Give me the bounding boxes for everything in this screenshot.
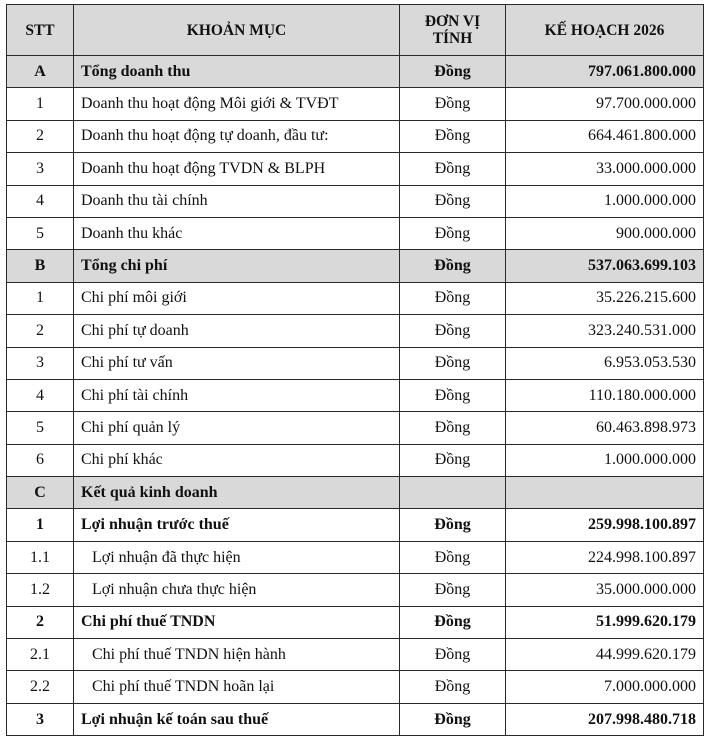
row-value: 537.063.699.103	[506, 250, 704, 282]
table-row	[7, 315, 704, 347]
row-item: Tổng doanh thu	[74, 56, 400, 88]
row-value: 797.061.800.000	[506, 56, 704, 88]
row-value: 1.000.000.000	[506, 444, 704, 476]
row-item: Chi phí khác	[74, 444, 400, 476]
row-stt: 6	[7, 444, 74, 476]
row-unit: Đồng	[400, 606, 506, 638]
table-row	[7, 477, 704, 509]
row-stt: C	[7, 477, 74, 509]
row-unit: Đồng	[400, 56, 506, 88]
row-stt: 3	[7, 703, 74, 735]
row-value: 207.998.480.718	[506, 703, 704, 735]
row-item: Doanh thu hoạt động Môi giới & TVĐT	[74, 88, 400, 120]
row-unit: Đồng	[400, 509, 506, 541]
row-stt: 2	[7, 315, 74, 347]
table-row	[7, 217, 704, 249]
row-item: Chi phí tài chính	[74, 379, 400, 411]
row-value: 259.998.100.897	[506, 509, 704, 541]
row-stt: 3	[7, 153, 74, 185]
row-item: Chi phí tự doanh	[74, 315, 400, 347]
row-unit: Đồng	[400, 88, 506, 120]
row-stt: 2	[7, 606, 74, 638]
row-unit: Đồng	[400, 444, 506, 476]
row-unit: Đồng	[400, 250, 506, 282]
row-value: 33.000.000.000	[506, 153, 704, 185]
table-row	[7, 541, 704, 573]
row-unit: Đồng	[400, 412, 506, 444]
row-unit: Đồng	[400, 153, 506, 185]
table-row	[7, 120, 704, 152]
row-unit: Đồng	[400, 347, 506, 379]
table-row	[7, 639, 704, 671]
row-stt: 1.1	[7, 541, 74, 573]
header-plan: KẾ HOẠCH 2026	[506, 5, 704, 56]
row-stt: B	[7, 250, 74, 282]
row-value: 35.226.215.600	[506, 282, 704, 314]
row-value: 1.000.000.000	[506, 185, 704, 217]
row-unit: Đồng	[400, 671, 506, 703]
row-stt: 1.2	[7, 574, 74, 606]
row-value: 7.000.000.000	[506, 671, 704, 703]
header-row	[7, 5, 704, 56]
row-value: 110.180.000.000	[506, 379, 704, 411]
row-stt: 2	[7, 120, 74, 152]
row-unit: Đồng	[400, 185, 506, 217]
header-unit: ĐƠN VỊ TÍNH	[400, 5, 506, 56]
header-item: KHOẢN MỤC	[74, 5, 400, 56]
business-plan-table	[6, 4, 704, 736]
table-row	[7, 509, 704, 541]
row-value: 323.240.531.000	[506, 315, 704, 347]
row-unit: Đồng	[400, 282, 506, 314]
table-row	[7, 606, 704, 638]
row-item: Lợi nhuận trước thuế	[74, 509, 400, 541]
row-item: Lợi nhuận đã thực hiện	[74, 541, 400, 573]
row-value: 60.463.898.973	[506, 412, 704, 444]
row-item: Doanh thu tài chính	[74, 185, 400, 217]
table-row	[7, 574, 704, 606]
row-item: Lợi nhuận chưa thực hiện	[74, 574, 400, 606]
row-stt: 1	[7, 282, 74, 314]
table-row	[7, 250, 704, 282]
row-item: Chi phí môi giới	[74, 282, 400, 314]
table-row	[7, 88, 704, 120]
row-stt: A	[7, 56, 74, 88]
row-item: Lợi nhuận kế toán sau thuế	[74, 703, 400, 735]
row-unit: Đồng	[400, 639, 506, 671]
table-row	[7, 282, 704, 314]
table-row	[7, 347, 704, 379]
header-stt: STT	[7, 5, 74, 56]
row-item: Chi phí tư vấn	[74, 347, 400, 379]
table-row	[7, 153, 704, 185]
row-item: Kết quả kinh doanh	[74, 477, 400, 509]
row-item: Doanh thu hoạt động TVDN & BLPH	[74, 153, 400, 185]
row-item: Chi phí quản lý	[74, 412, 400, 444]
row-value	[506, 477, 704, 509]
row-stt: 1	[7, 509, 74, 541]
row-unit: Đồng	[400, 379, 506, 411]
row-item: Chi phí thuế TNDN	[74, 606, 400, 638]
table-row	[7, 379, 704, 411]
row-stt: 4	[7, 379, 74, 411]
row-stt: 1	[7, 88, 74, 120]
row-value: 6.953.053.530	[506, 347, 704, 379]
row-value: 51.999.620.179	[506, 606, 704, 638]
table-row	[7, 412, 704, 444]
row-unit: Đồng	[400, 315, 506, 347]
row-unit: Đồng	[400, 120, 506, 152]
table-row	[7, 185, 704, 217]
row-item: Chi phí thuế TNDN hiện hành	[74, 639, 400, 671]
row-item: Doanh thu khác	[74, 217, 400, 249]
row-stt: 4	[7, 185, 74, 217]
row-value: 97.700.000.000	[506, 88, 704, 120]
table-row	[7, 703, 704, 735]
row-stt: 3	[7, 347, 74, 379]
table-row	[7, 671, 704, 703]
row-unit: Đồng	[400, 541, 506, 573]
row-item: Tổng chi phí	[74, 250, 400, 282]
row-value: 664.461.800.000	[506, 120, 704, 152]
row-value: 224.998.100.897	[506, 541, 704, 573]
row-item: Chi phí thuế TNDN hoãn lại	[74, 671, 400, 703]
row-stt: 5	[7, 412, 74, 444]
row-unit: Đồng	[400, 703, 506, 735]
row-unit	[400, 477, 506, 509]
row-stt: 5	[7, 217, 74, 249]
row-value: 900.000.000	[506, 217, 704, 249]
row-unit: Đồng	[400, 217, 506, 249]
row-value: 44.999.620.179	[506, 639, 704, 671]
row-stt: 2.2	[7, 671, 74, 703]
row-value: 35.000.000.000	[506, 574, 704, 606]
table-row	[7, 444, 704, 476]
row-item: Doanh thu hoạt động tự doanh, đầu tư:	[74, 120, 400, 152]
table-row	[7, 56, 704, 88]
row-unit: Đồng	[400, 574, 506, 606]
row-stt: 2.1	[7, 639, 74, 671]
